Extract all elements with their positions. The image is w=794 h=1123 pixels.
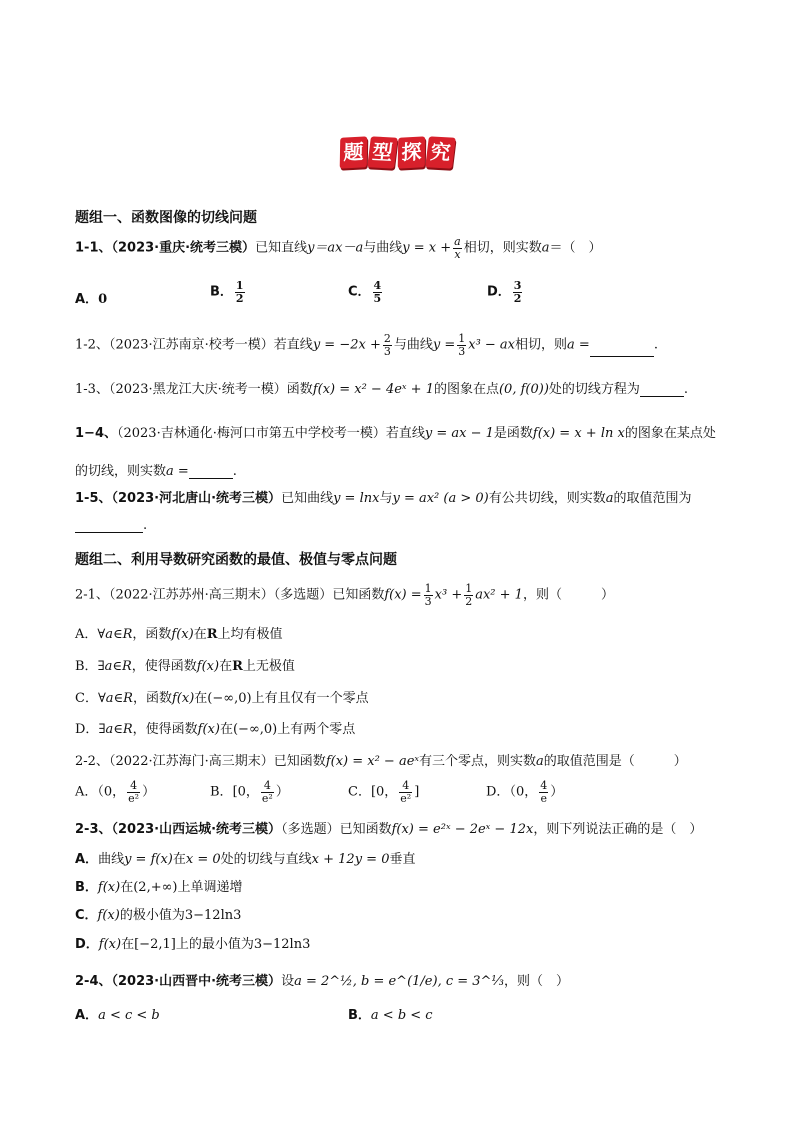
banner-char: 究 [425, 136, 456, 168]
option-d: D． $\frac{3}{2}$ [487, 279, 522, 305]
option-b: B． $\frac{1}{2}$ [210, 279, 244, 305]
option-a: A．a < c < b [75, 1008, 160, 1023]
answer-blank[interactable] [75, 532, 143, 533]
answer-blank[interactable] [640, 396, 684, 397]
option-d: D．f(x)在[−2,1]上的最小值为3−12ln3 [75, 937, 311, 952]
option-c: C．[0， $\frac{4}{\text{e²}}$ ] [348, 779, 420, 805]
option-b: B．a < b < c [348, 1008, 433, 1023]
question-2-4: 2-4、（2023·山西晋中·统考三模）设a = 2^½, b = e^(1/e), c = 3^⅓，则（ ） [75, 974, 570, 989]
banner-char: 题 [340, 136, 368, 168]
answer-blank[interactable] [189, 478, 233, 479]
option-a: A．0 [75, 292, 108, 307]
question-1-2: 1-2、（2023·江苏南京·校考一模）若直线y = −2x + $\frac{2}{3}$ 与曲线y = $\frac{1}{3}$ x³ − ax相切，则a = . [75, 332, 658, 358]
option-d: D．∃a∈R，使得函数f(x)在(−∞,0)上有两个零点 [75, 722, 356, 737]
option-a: A．（0， $\frac{4}{\text{e²}}$ ） [75, 779, 156, 805]
option-c: C． $\frac{4}{5}$ [348, 279, 382, 305]
question-1-5: 1-5、（2023·河北唐山·统考三模）已知曲线y = lnx与y = ax² (a > 0)有公共切线，则实数a的取值范围为 [75, 491, 692, 506]
option-b: B．∃a∈R，使得函数f(x)在R上无极值 [75, 659, 295, 674]
option-c: C．f(x)的极小值为3−12ln3 [75, 908, 242, 923]
section-banner [0, 137, 794, 168]
group1-title: 题组一、函数图像的切线问题 [75, 210, 257, 226]
group2-title: 题组二、利用导数研究函数的最值、极值与零点问题 [75, 552, 397, 568]
question-1-5-cont: . [75, 518, 147, 533]
option-a: A．∀a∈R，函数f(x)在R上均有极值 [75, 627, 283, 642]
option-c: C．∀a∈R，函数f(x)在(−∞,0)上有且仅有一个零点 [75, 691, 369, 706]
question-1-4-cont: 的切线，则实数a = . [75, 464, 237, 479]
option-b: B．f(x)在(2,+∞)上单调递增 [75, 880, 243, 895]
question-1-4: 1−4、（2023·吉林通化·梅河口市第五中学校考一模）若直线y = ax − 1是函数f(x) = x + ln x的图象在某点处 [75, 426, 716, 441]
question-1-3: 1-3、（2023·黑龙江大庆·统考一模）函数f(x) = x² − 4eˣ + 1的图象在点(0, f(0))处的切线方程为 . [75, 382, 689, 397]
option-a: A．曲线y = f(x)在x = 0处的切线与直线x + 12y = 0垂直 [75, 852, 416, 867]
question-1-1: 1-1、（2023·重庆·统考三模）已知直线y＝ax－a与曲线y = x + $\frac{a}{x}$ 相切，则实数a＝（ ） [75, 235, 602, 261]
question-2-3: 2-3、（2023·山西运城·统考三模）（多选题）已知函数f(x) = e²ˣ − 2eˣ − 12x，则下列说法正确的是（ ） [75, 822, 703, 837]
answer-blank[interactable] [590, 356, 654, 357]
option-d: D．（0， $\frac{4}{e}$ ） [486, 779, 564, 805]
banner-char: 探 [398, 136, 426, 168]
banner-char: 型 [367, 136, 398, 168]
question-2-2: 2-2、（2022·江苏海门·高三期末）已知函数f(x) = x² − aeˣ有三个零点，则实数a的取值范围是（ ） [75, 754, 687, 769]
question-2-1: 2-1、（2022·江苏苏州·高三期末）（多选题）已知函数f(x) = $\frac{1}{3}$ x³ + $\frac{1}{2}$ ax² + 1，则（ ） [75, 582, 614, 608]
option-b: B．[0， $\frac{4}{\text{e²}}$ ） [210, 779, 289, 805]
